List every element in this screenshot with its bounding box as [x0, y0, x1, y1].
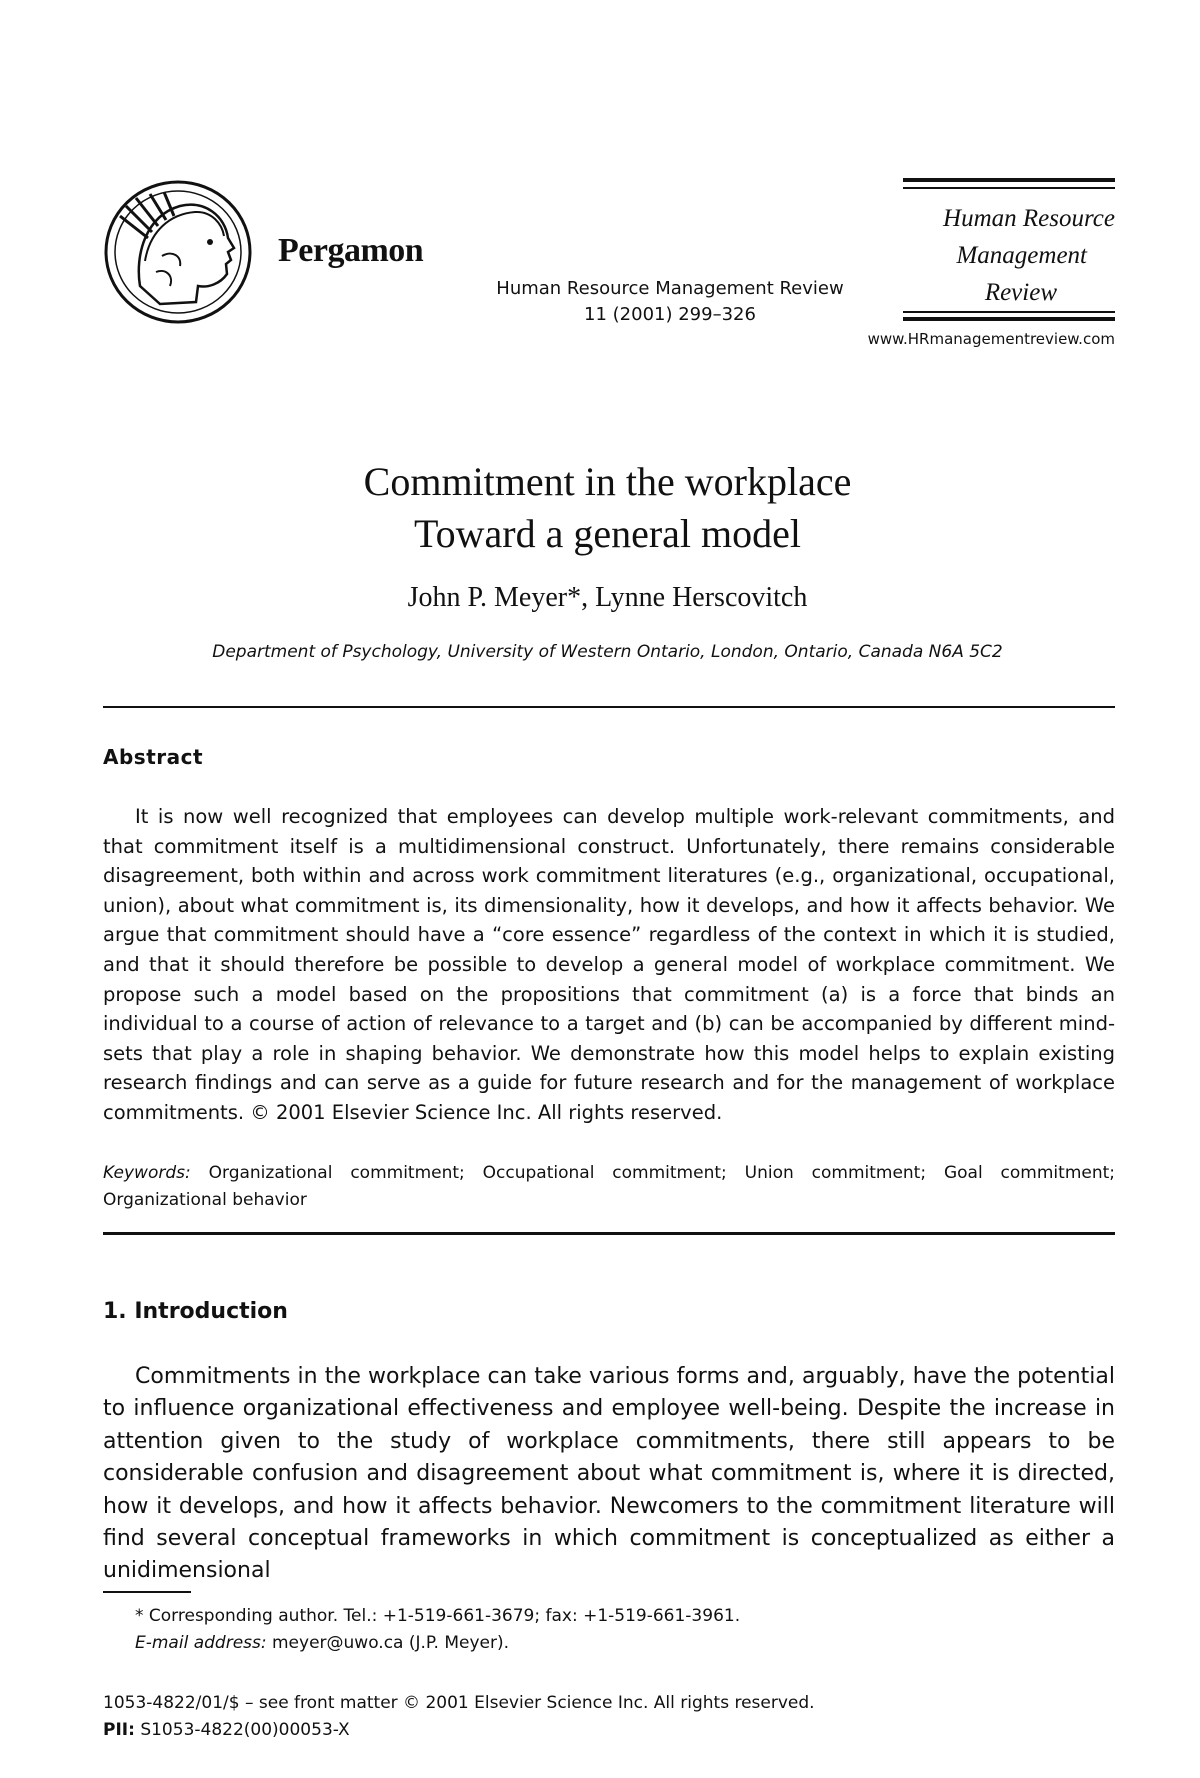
logo-rule — [903, 187, 1115, 189]
logo-rule — [903, 311, 1115, 313]
keywords — [103, 1160, 1115, 1214]
divider — [103, 706, 1115, 708]
journal-logo-title — [903, 200, 1115, 311]
subtitle-line: Toward a general model — [413, 511, 802, 556]
introduction-body: Commitments in the workplace can take various forms and, arguably, have the potential to influence organizational effectiveness and employee well-being. Despite the increase in attention given to the study of workplace commitments, there still appears to be considerable confusion and disagreement about what commitment is, where it is directed, how it develops, and how it affects behavior. Newcomers to the commitment literature will find several conceptual frameworks in which commitment is conceptualized as either a unidimensional — [103, 1364, 1115, 1584]
email-label: E-mail address: — [135, 1633, 267, 1653]
journal-name: Human Resource Management Review — [496, 278, 844, 299]
title-line: Commitment in the workplace — [363, 459, 852, 504]
journal-logo-line: Review — [984, 279, 1057, 306]
journal-logo-line: Management — [956, 242, 1087, 269]
pii-label: PII: — [103, 1720, 135, 1740]
author-list: John P. Meyer*, Lynne Herscovitch — [407, 582, 808, 613]
pii-line — [103, 1717, 815, 1744]
journal-logo-line: Human Resource — [943, 205, 1115, 232]
journal-website-link[interactable]: www.HRmanagementreview.com — [867, 330, 1115, 348]
front-matter — [103, 1690, 815, 1744]
logo-rule — [903, 178, 1115, 182]
keywords-label: Keywords: — [103, 1163, 191, 1183]
introduction-text — [103, 1361, 1115, 1588]
journal-logo-box — [903, 178, 1115, 326]
abstract-body: It is now well recognized that employees can develop multiple work-relevant commitments, and that commitment itself is a multidimensional construct. Unfortunately, there remains considerable disagreement, both within and across work commitment literatures (e.g., organizational, occupational, union), about what commitment is, its dimensionality, how it develops, and how it affects behavior. We argue that commitment should have a “core essence” regardless of the context in which it is studied, and that it should therefore be possible to develop a general model of workplace commitment. We propose such a model based on the propositions that commitment (a) is a force that binds an individual to a course of action of relevance to a target and (b) can be accompanied by different mind-sets that play a role in shaping behavior. We demonstrate how this model helps to explain existing research findings and can serve as a guide for future research and for the management of workplace commitments. © 2001 Elsevier Science Inc. All rights reserved. — [103, 805, 1115, 1124]
issn-line: 1053-4822/01/$ – see front matter © 2001 Elsevier Science Inc. All rights reserved. — [103, 1693, 815, 1713]
journal-citation: 11 (2001) 299–326 — [584, 304, 756, 325]
email-line — [135, 1630, 740, 1657]
divider — [103, 1232, 1115, 1235]
section-heading: 1. Introduction — [103, 1299, 288, 1324]
publisher-name: Pergamon — [278, 232, 424, 269]
email-address[interactable]: meyer@uwo.ca (J.P. Meyer). — [272, 1633, 510, 1653]
footnote — [135, 1603, 740, 1657]
footnote-rule — [103, 1591, 191, 1593]
author-affiliation: Department of Psychology, University of Western Ontario, London, Ontario, Canada N6A 5C2 — [212, 642, 1003, 662]
article-title — [100, 456, 1115, 560]
abstract-text — [103, 802, 1115, 1128]
journal-reference — [480, 276, 860, 328]
pii-value: S1053-4822(00)00053-X — [140, 1720, 350, 1740]
abstract-heading: Abstract — [103, 745, 204, 769]
corresponding-author: * Corresponding author. Tel.: +1-519-661-3679; fax: +1-519-661-3961. — [135, 1606, 741, 1626]
pergamon-logo — [100, 176, 262, 326]
keywords-list: Organizational commitment; Occupational commitment; Union commitment; Goal commitment; Organizational behavior — [103, 1163, 1116, 1210]
logo-rule — [903, 317, 1115, 321]
